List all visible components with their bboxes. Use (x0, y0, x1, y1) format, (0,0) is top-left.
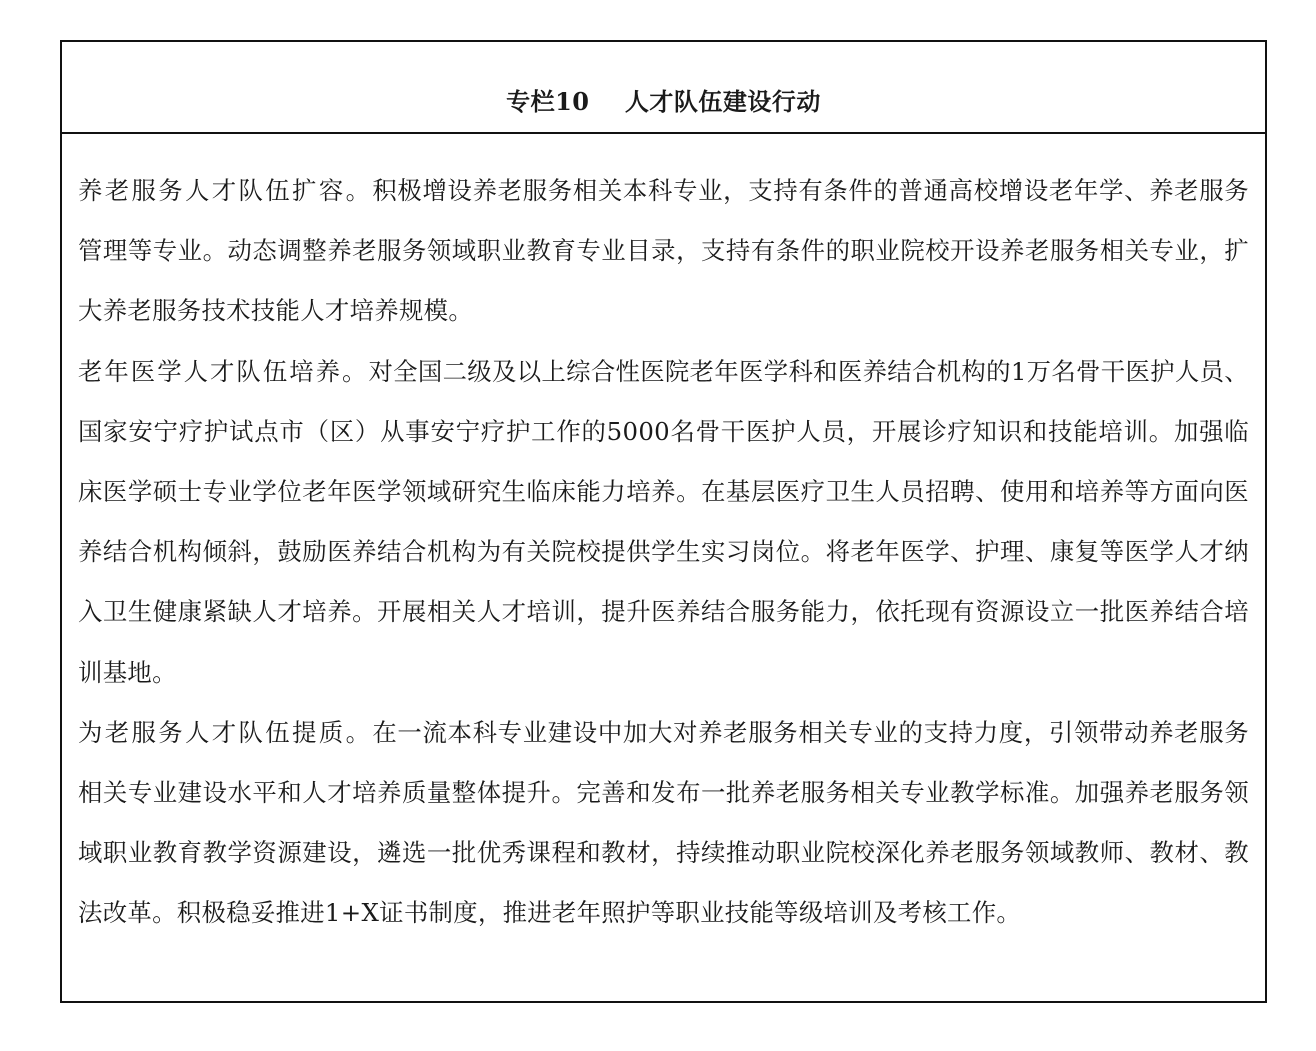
section-lead: 老年医学人才队伍培养。 (78, 356, 369, 386)
column-header (62, 42, 1265, 134)
section-talent-expansion (78, 161, 1249, 342)
column-box (60, 40, 1267, 1003)
column-body (62, 134, 1265, 944)
section-lead: 为老服务人才队伍提质。 (78, 717, 373, 747)
section-text: 在一流本科专业建设中加大对养老服务相关专业的支持力度，引领带动养老服务相关专业建设水平和人才培养质量整体提升。完善和发布一批养老服务相关专业教学标准。加强养老服务领域职业教育教学资源建设，遴选一批优秀课程和教材，持续推动职业院校深化养老服务领域教师、教材、教法改革。积极稳妥推进1+X证书制度，推进老年照护等职业技能等级培训及考核工作。 (78, 717, 1249, 928)
section-text: 对全国二级及以上综合性医院老年医学科和医养结合机构的1万名骨干医护人员、国家安宁疗护试点市（区）从事安宁疗护工作的5000名骨干医护人员，开展诊疗知识和技能培训。加强临床医学硕士专业学位老年医学领域研究生临床能力培养。在基层医疗卫生人员招聘、使用和培养等方面向医养结合机构倾斜，鼓励医养结合机构为有关院校提供学生实习岗位。将老年医学、护理、康复等医学人才纳入卫生健康紧缺人才培养。开展相关人才培训，提升医养结合服务能力，依托现有资源设立一批医养结合培训基地。 (78, 356, 1249, 687)
section-lead: 养老服务人才队伍扩容。 (78, 176, 373, 205)
section-text: 积极增设养老服务相关本科专业，支持有条件的普通高校增设老年学、养老服务管理等专业。动态调整养老服务领域职业教育专业目录，支持有条件的职业院校开设养老服务相关专业，扩大养老服务技术技能人才培养规模。 (78, 176, 1249, 326)
column-title: 专栏10 人才队伍建设行动 (506, 87, 821, 116)
section-service-quality (78, 703, 1249, 944)
section-geriatric-medicine (78, 342, 1249, 703)
